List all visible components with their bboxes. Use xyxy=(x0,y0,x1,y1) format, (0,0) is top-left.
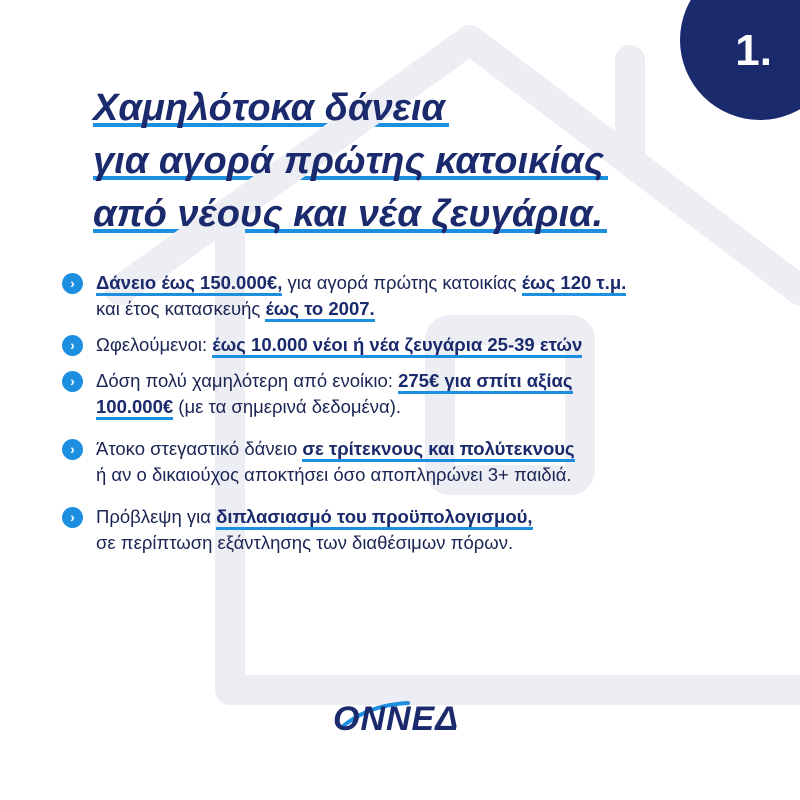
page-number: 1. xyxy=(735,26,772,75)
highlight-text: 275€ για σπίτι αξίας xyxy=(398,370,572,394)
bullet-item-loan xyxy=(62,270,782,322)
highlight-text: διπλασιασμό του προϋπολογισμού, xyxy=(216,506,532,530)
body-text: ή αν ο δικαιούχος αποκτήσει όσο αποπληρώνει 3+ παιδιά. xyxy=(96,464,572,485)
body-text: σε περίπτωση εξάντλησης των διαθέσιμων πόρων. xyxy=(96,532,514,553)
chevron-right-icon: › xyxy=(62,439,83,460)
body-text: Άτοκο στεγαστικό δάνειο xyxy=(96,438,303,459)
bullet-list xyxy=(62,270,782,572)
highlight-text: 100.000€ xyxy=(96,396,173,420)
body-text: και έτος κατασκευής xyxy=(96,298,266,319)
bullet-item-installment xyxy=(62,368,782,420)
body-text: για αγορά πρώτης κατοικίας xyxy=(282,272,522,293)
onned-logo: ΟΝΝΕΔ xyxy=(333,700,460,738)
bullet-item-beneficiaries xyxy=(62,332,782,358)
chevron-right-icon: › xyxy=(62,335,83,356)
chevron-right-icon: › xyxy=(62,273,83,294)
body-text: Πρόβλεψη για xyxy=(96,506,217,527)
body-text: Δόση πολύ χαμηλότερη από ενοίκιο: xyxy=(96,370,399,391)
title-line-3: από νέους και νέα ζευγάρια. xyxy=(93,188,603,241)
highlight-text: έως το 2007. xyxy=(265,298,374,322)
title-line-2: για αγορά πρώτης κατοικίας xyxy=(93,135,604,188)
page-title xyxy=(93,82,604,241)
title-line-1: Χαμηλότοκα δάνεια xyxy=(93,82,445,135)
highlight-text: Δάνειο έως 150.000€, xyxy=(96,272,282,296)
chevron-right-icon: › xyxy=(62,507,83,528)
bullet-item-interest-free xyxy=(62,436,782,488)
highlight-text: έως 120 τ.μ. xyxy=(522,272,627,296)
bullet-item-budget xyxy=(62,504,782,556)
body-text: (με τα σημερινά δεδομένα). xyxy=(173,396,402,417)
chevron-right-icon: › xyxy=(62,371,83,392)
body-text: Ωφελούμενοι: xyxy=(96,334,213,355)
highlight-text: σε τρίτεκνους και πολύτεκνους xyxy=(302,438,574,462)
highlight-text: έως 10.000 νέοι ή νέα ζευγάρια 25-39 ετών xyxy=(212,334,582,358)
